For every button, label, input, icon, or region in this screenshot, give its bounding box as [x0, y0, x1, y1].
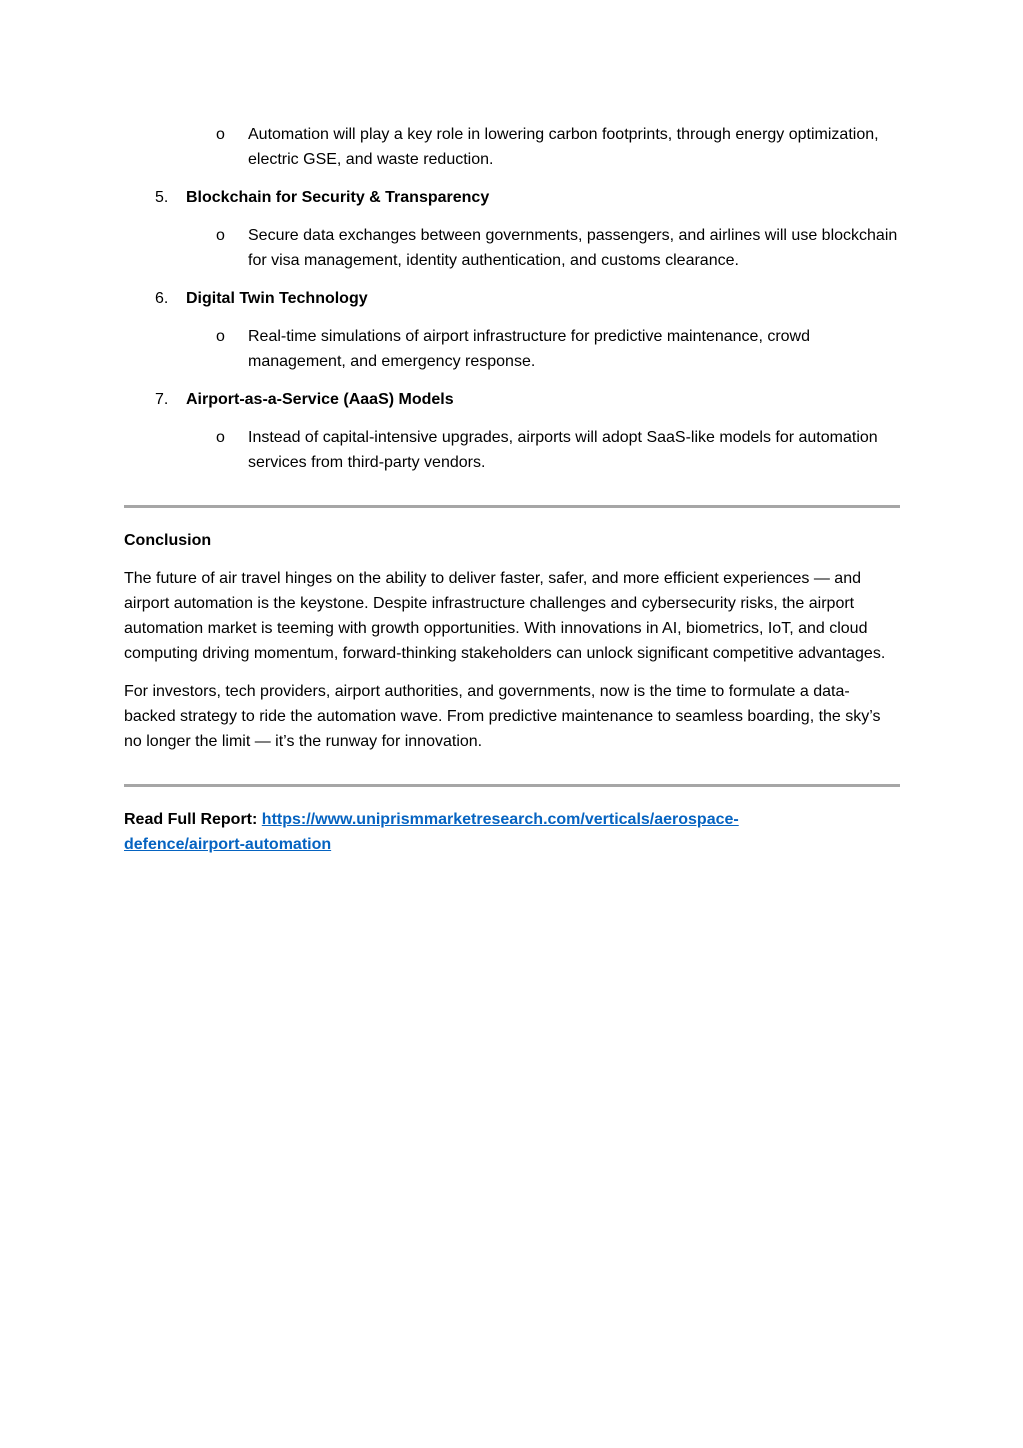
bullet-icon: o: [216, 227, 225, 244]
item-number: 6.: [155, 290, 169, 307]
read-full-report: [124, 807, 900, 857]
bullet-icon: o: [216, 328, 225, 345]
item-title: Airport-as-a-Service (AaaS) Models: [186, 391, 454, 408]
list-sub-item: [124, 122, 900, 172]
sub-item-text: Real-time simulations of airport infrastructure for predictive maintenance, crowd management, and emergency response.: [248, 328, 811, 370]
list-sub-item: [124, 324, 900, 374]
numbered-item-7: [124, 387, 900, 412]
item-title: Digital Twin Technology: [186, 290, 368, 307]
sub-item-text: Instead of capital-intensive upgrades, airports will adopt SaaS-like models for automation services from third-party vendors.: [248, 429, 878, 471]
report-link-line-1[interactable]: https://www.uniprismmarketresearch.com/verticals/aerospace-: [261, 811, 739, 828]
bullet-icon: o: [216, 126, 225, 143]
list-sub-item: [124, 425, 900, 475]
numbered-item-5: [124, 185, 900, 210]
report-label: Read Full Report:: [124, 811, 258, 828]
document-page: [124, 122, 900, 857]
sub-item-text: Secure data exchanges between governments, passengers, and airlines will use blockchain for visa management, identity authentication, and customs clearance.: [248, 227, 898, 269]
item-title: Blockchain for Security & Transparency: [186, 189, 490, 206]
conclusion-paragraph: For investors, tech providers, airport authorities, and governments, now is the time to formulate a data-backed strategy to ride the automation wave. From predictive maintenance to seamless boarding, the sky’s no longer the limit — it’s the runway for innovation.: [124, 683, 881, 750]
conclusion-heading: Conclusion: [124, 532, 212, 549]
report-link-line-2[interactable]: defence/airport-automation: [124, 836, 332, 853]
item-number: 5.: [155, 189, 169, 206]
sub-item-text: Automation will play a key role in lowering carbon footprints, through energy optimization, electric GSE, and waste reduction.: [248, 126, 879, 168]
item-number: 7.: [155, 391, 169, 408]
numbered-item-6: [124, 286, 900, 311]
list-sub-item: [124, 223, 900, 273]
conclusion-paragraph: The future of air travel hinges on the ability to deliver faster, safer, and more efficient experiences — and airport automation is the keystone. Despite infrastructure challenges and cybersecurity risks, the airport automation market is teeming with growth opportunities. With innovations in AI, biometrics, IoT, and cloud computing driving momentum, forward-thinking stakeholders can unlock significant competitive advantages.: [124, 570, 886, 662]
bullet-icon: o: [216, 429, 225, 446]
